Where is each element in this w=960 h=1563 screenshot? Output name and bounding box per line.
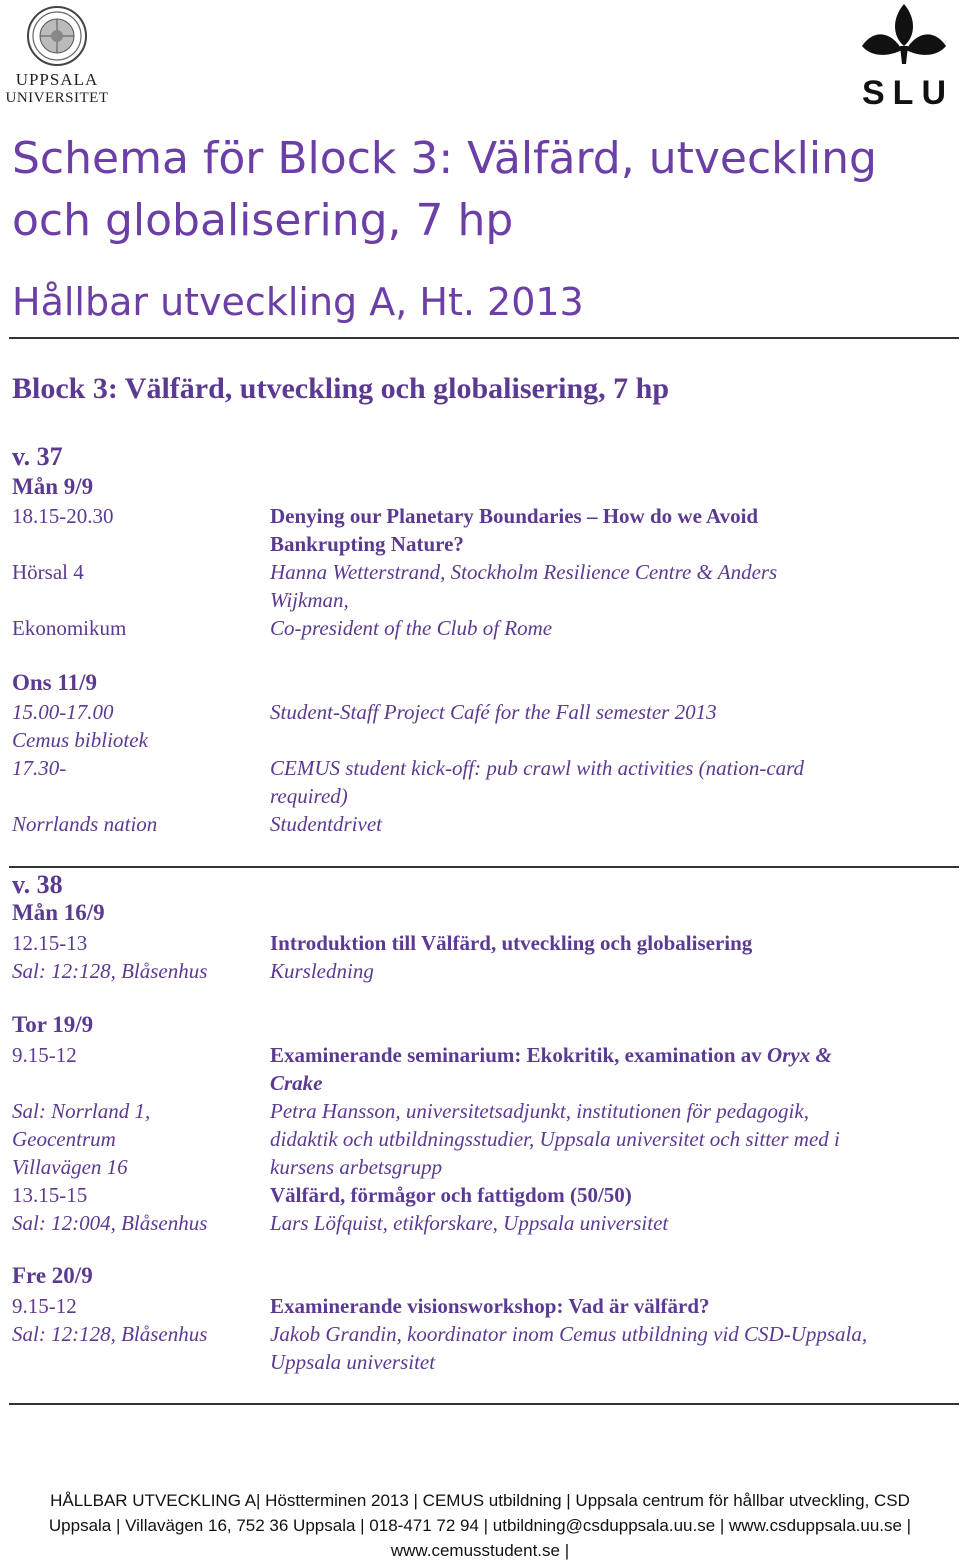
event-tor-19-9-1-line1: [270, 1041, 950, 1069]
week-37-heading: v. 37: [12, 442, 63, 471]
room-ons-11-9-2: Norrlands nation: [12, 812, 158, 836]
time-mon-9-9: 18.15-20.30: [12, 504, 114, 528]
day-ons-11-9: Ons 11/9: [12, 670, 98, 695]
event-tor-19-9-1-line2: Crake: [270, 1071, 323, 1095]
time-mon-16-9: 12.15-13: [12, 931, 88, 955]
page-subtitle: Hållbar utveckling A, Ht. 2013: [12, 280, 584, 324]
speaker-tor-19-9-2: Lars Löfquist, etikforskare, Uppsala universitet: [270, 1211, 669, 1235]
time-ons-11-9-1: 15.00-17.00: [12, 700, 114, 724]
slu-leaf-icon: [852, 2, 956, 74]
day-tor-19-9: Tor 19/9: [12, 1012, 94, 1037]
speaker-mon-9-9-line3: Co-president of the Club of Rome: [270, 616, 553, 640]
room-mon-16-9: Sal: 12:128, Blåsenhus: [12, 959, 208, 983]
room-fre-20-9: Sal: 12:128, Blåsenhus: [12, 1322, 208, 1346]
uu-logo-text-line1: UPPSALA: [15, 70, 99, 89]
divider-bottom: [9, 1403, 959, 1405]
week-38-heading: v. 38: [12, 870, 63, 899]
day-fre-20-9: Fre 20/9: [12, 1263, 93, 1288]
event-ons-11-9-2-line1: CEMUS student kick-off: pub crawl with activities (nation-card: [270, 756, 805, 780]
page-title-line1: Schema för Block 3: Välfärd, utveckling: [12, 133, 877, 184]
speaker-tor-19-9-1-line1: Petra Hansson, universitetsadjunkt, institutionen för pedagogik,: [270, 1099, 809, 1123]
speaker-tor-19-9-1-line3: kursens arbetsgrupp: [270, 1155, 443, 1179]
day-mon-16-9: Mån 16/9: [12, 900, 105, 925]
block-title: Block 3: Välfärd, utveckling och globalisering, 7 hp: [12, 372, 670, 405]
event-ons-11-9-2-line2: required): [270, 784, 348, 808]
room-mon-9-9-line2: Ekonomikum: [12, 616, 127, 640]
uppsala-universitet-logo: [2, 4, 112, 108]
divider-top: [9, 337, 959, 339]
footer-line1: HÅLLBAR UTVECKLING A| Höstterminen 2013 | CEMUS utbildning | Uppsala centrum för hållbar utveckling, CSD: [50, 1491, 910, 1510]
room-tor-19-9-2: Sal: 12:004, Blåsenhus: [12, 1211, 208, 1235]
uu-logo-text-line2: UNIVERSITET: [5, 90, 109, 106]
room-tor-19-9-1-line2: Geocentrum: [12, 1127, 116, 1151]
event-title-mon-9-9-line2: Bankrupting Nature?: [270, 532, 464, 556]
divider-week-38: [9, 866, 959, 868]
slu-logo: [852, 2, 956, 112]
time-ons-11-9-2: 17.30-: [12, 756, 67, 780]
room-ons-11-9-1: Cemus bibliotek: [12, 728, 148, 752]
event-tor-19-9-2: Välfärd, förmågor och fattigdom (50/50): [270, 1183, 632, 1207]
event-title-mon-9-9-line1: Denying our Planetary Boundaries – How do we Avoid: [270, 504, 759, 528]
event-tor-19-9-1-text: Examinerande seminarium: Ekokritik, examination av: [270, 1043, 768, 1067]
event-fre-20-9: Examinerande visionsworkshop: Vad är välfärd?: [270, 1294, 710, 1318]
time-tor-19-9-2: 13.15-15: [12, 1183, 88, 1207]
speaker-fre-20-9-line1: Jakob Grandin, koordinator inom Cemus utbildning vid CSD-Uppsala,: [270, 1322, 868, 1346]
time-fre-20-9: 9.15-12: [12, 1294, 77, 1318]
day-mon-9-9: Mån 9/9: [12, 474, 94, 499]
lead-mon-16-9: Kursledning: [270, 959, 374, 983]
event-ons-11-9-1: Student-Staff Project Café for the Fall semester 2013: [270, 700, 717, 724]
room-mon-9-9-line1: Hörsal 4: [12, 560, 84, 584]
speaker-tor-19-9-1-line2: didaktik och utbildningsstudier, Uppsala universitet och sitter med i: [270, 1127, 840, 1151]
event-tor-19-9-1-book-title: Oryx &: [767, 1043, 832, 1067]
footer-line2: Uppsala | Villavägen 16, 752 36 Uppsala | 018-471 72 94 | utbildning@csduppsala.uu.se | www.csduppsala.uu.se |: [48, 1516, 912, 1535]
event-mon-16-9: Introduktion till Välfärd, utveckling och globalisering: [270, 931, 753, 955]
footer-line3: www.cemusstudent.se |: [390, 1541, 570, 1560]
speaker-fre-20-9-line2: Uppsala universitet: [270, 1350, 436, 1374]
organizer-ons-11-9-2: Studentdrivet: [270, 812, 382, 836]
slu-logo-text: SLU: [862, 74, 954, 112]
university-seal-icon: [2, 4, 112, 70]
time-tor-19-9-1: 9.15-12: [12, 1043, 77, 1067]
speaker-mon-9-9-line1: Hanna Wetterstrand, Stockholm Resilience Centre & Anders: [270, 560, 778, 584]
room-tor-19-9-1-line1: Sal: Norrland 1,: [12, 1099, 151, 1123]
page-title-line2: och globalisering, 7 hp: [12, 195, 514, 246]
page-footer: [0, 1488, 960, 1563]
speaker-mon-9-9-line2: Wijkman,: [270, 588, 349, 612]
room-tor-19-9-1-line3: Villavägen 16: [12, 1155, 128, 1179]
